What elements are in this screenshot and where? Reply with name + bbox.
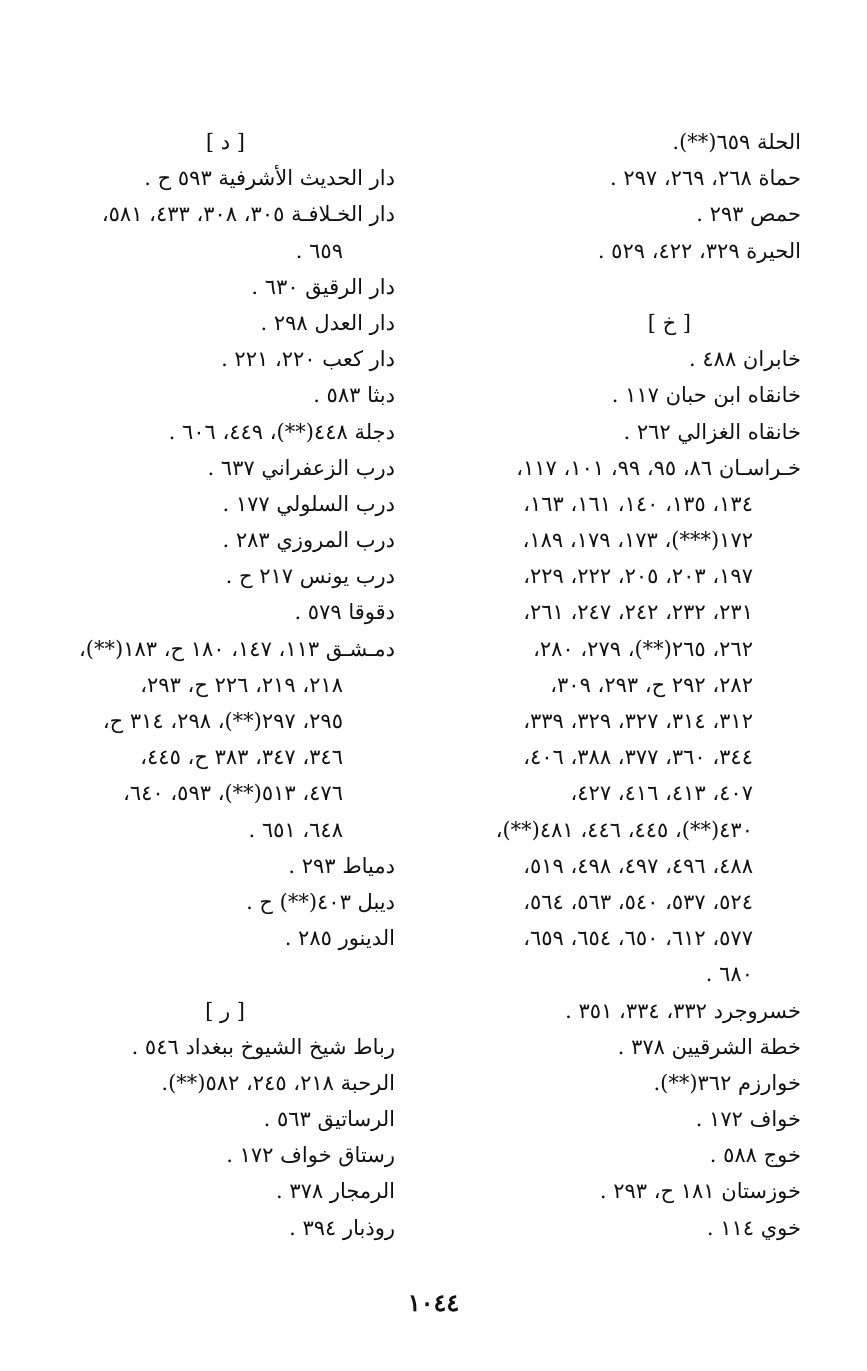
index-continuation: ٣٤٤، ٣٦٠، ٣٧٧، ٣٨٨، ٤٠٦،	[523, 745, 753, 770]
index-entry: الحيرة ٣٢٩، ٤٢٢، ٥٢٩ .	[597, 238, 801, 263]
index-continuation: ٤٨٨، ٤٩٦، ٤٩٧، ٤٩٨، ٥١٩،	[523, 853, 753, 878]
index-entry: خطة الشرقيين ٣٧٨ .	[617, 1034, 801, 1059]
index-entry: رباط شيخ الشيوخ ببغداد ٥٤٦ .	[131, 1034, 395, 1059]
index-entry: درب المروزي ٢٨٣ .	[222, 528, 395, 553]
index-entry: الحلة ٦٥٩(**).	[672, 130, 801, 154]
index-continuation: ٦٥٩ .	[295, 238, 343, 263]
index-entry: الدينور ٢٨٥ .	[284, 926, 395, 951]
index-continuation: ٤٣٠(**)، ٤٤٥، ٤٤٦، ٤٨١(**)،	[495, 817, 753, 842]
index-entry-dimashq: دمـشـق ١١٣، ١٤٧، ١٨٠ ح، ١٨٣(**)،	[79, 636, 395, 661]
spacer	[441, 269, 801, 305]
index-continuation: ٢٨٢، ٢٩٢ ح، ٢٩٣، ٣٠٩،	[550, 672, 753, 697]
index-entry: خوارزم ٣٦٢(**).	[653, 1070, 801, 1095]
index-entry: خانقاه الغزالي ٢٦٢ .	[623, 419, 801, 444]
index-entry: درب السلولي ١٧٧ .	[222, 491, 395, 516]
index-entry: درب يونس ٢١٧ ح .	[225, 564, 395, 589]
right-column	[441, 124, 801, 1246]
index-entry: الرمجار ٣٧٨ .	[275, 1179, 395, 1204]
index-entry: درب الزعفراني ٦٣٧ .	[207, 455, 395, 480]
index-entry: خواف ١٧٢ .	[695, 1107, 801, 1132]
index-entry: الرساتيق ٥٦٣ .	[263, 1107, 395, 1132]
index-entry: دار كعب ٢٢٠، ٢٢١ .	[221, 347, 395, 372]
index-entry: خابران ٤٨٨ .	[689, 347, 801, 372]
index-entry: دار الحديث الأشرفية ٥٩٣ ح .	[144, 166, 395, 191]
index-entry: خوج ٥٨٨ .	[709, 1143, 801, 1168]
index-entry: ديبل ٤٠٣(**) ح .	[246, 889, 395, 914]
section-heading-ra: [ ر ]	[205, 998, 245, 1023]
index-entry: خسروجرد ٣٣٢، ٣٣٤، ٣٥١ .	[565, 998, 801, 1023]
index-continuation: ١٧٢(***)، ١٧٣، ١٧٩، ١٨٩،	[522, 528, 753, 553]
index-entry: خوي ١١٤ .	[706, 1215, 801, 1240]
index-entry: دجلة ٤٤٨(**)، ٤٤٩، ٦٠٦ .	[168, 419, 395, 444]
section-heading-dal: [ د ]	[205, 130, 245, 154]
index-entry: روذبار ٣٩٤ .	[289, 1215, 395, 1240]
index-continuation: ٢١٨، ٢١٩، ٢٢٦ ح، ٢٩٣،	[140, 672, 343, 697]
index-continuation: ٥٧٧، ٦١٢، ٦٥٠، ٦٥٤، ٦٥٩،	[523, 926, 753, 951]
index-entry: الرحبة ٢١٨، ٢٤٥، ٥٨٢(**).	[161, 1070, 395, 1095]
index-continuation: ١٣٤، ١٣٥، ١٤٠، ١٦١، ١٦٣،	[523, 491, 753, 516]
index-entry: حماة ٢٦٨، ٢٦٩، ٢٩٧ .	[610, 166, 801, 191]
index-continuation: ٦٨٠ .	[705, 962, 753, 987]
index-continuation: ٥٢٤، ٥٣٧، ٥٤٠، ٥٦٣، ٥٦٤،	[523, 889, 753, 914]
left-column	[40, 124, 395, 1246]
index-entry-khurasan: خـراسـان ٨٦، ٩٥، ٩٩، ١٠١، ١١٧،	[516, 455, 801, 480]
section-heading-kha: [ خ ]	[647, 310, 691, 335]
spacer	[40, 956, 395, 992]
index-continuation: ٢٣١، ٢٣٢، ٢٤٢، ٢٤٧، ٢٦١،	[523, 600, 753, 625]
index-entry: خانقاه ابن حبان ١١٧ .	[611, 383, 801, 408]
index-entry: دار العدل ٢٩٨ .	[260, 310, 395, 335]
index-continuation: ٢٩٥، ٢٩٧(**)، ٢٩٨، ٣١٤ ح،	[102, 709, 343, 733]
index-entry: حمص ٢٩٣ .	[696, 202, 801, 227]
index-continuation: ٢٦٢، ٢٦٥(**)، ٢٧٩، ٢٨٠،	[533, 636, 753, 661]
index-entry: رستاق خواف ١٧٢ .	[226, 1143, 395, 1168]
index-continuation: ٤٧٦، ٥١٣(**)، ٥٩٣، ٦٤٠،	[123, 781, 343, 806]
index-entry: دبثا ٥٨٣ .	[313, 383, 395, 408]
index-entry: دار الرقيق ٦٣٠ .	[251, 274, 395, 299]
index-entry: خوزستان ١٨١ ح، ٢٩٣ .	[599, 1179, 801, 1204]
index-entry: دمياط ٢٩٣ .	[288, 853, 395, 878]
index-continuation: ٦٤٨، ٦٥١ .	[248, 817, 343, 842]
index-entry: دقوقا ٥٧٩ .	[294, 600, 395, 625]
page-number: ١٠٤٤	[407, 1288, 460, 1317]
index-continuation: ١٩٧، ٢٠٣، ٢٠٥، ٢٢٢، ٢٢٩،	[523, 564, 753, 589]
index-continuation: ٤٠٧، ٤١٣، ٤١٦، ٤٢٧،	[570, 781, 753, 806]
index-continuation: ٣١٢، ٣١٤، ٣٢٧، ٣٢٩، ٣٣٩،	[523, 709, 753, 733]
index-continuation: ٣٤٦، ٣٤٧، ٣٨٣ ح، ٤٤٥،	[140, 745, 343, 770]
index-entry-dar-khilafa: دار الخـلافـة ٣٠٥، ٣٠٨، ٤٣٣، ٥٨١،	[101, 202, 395, 227]
